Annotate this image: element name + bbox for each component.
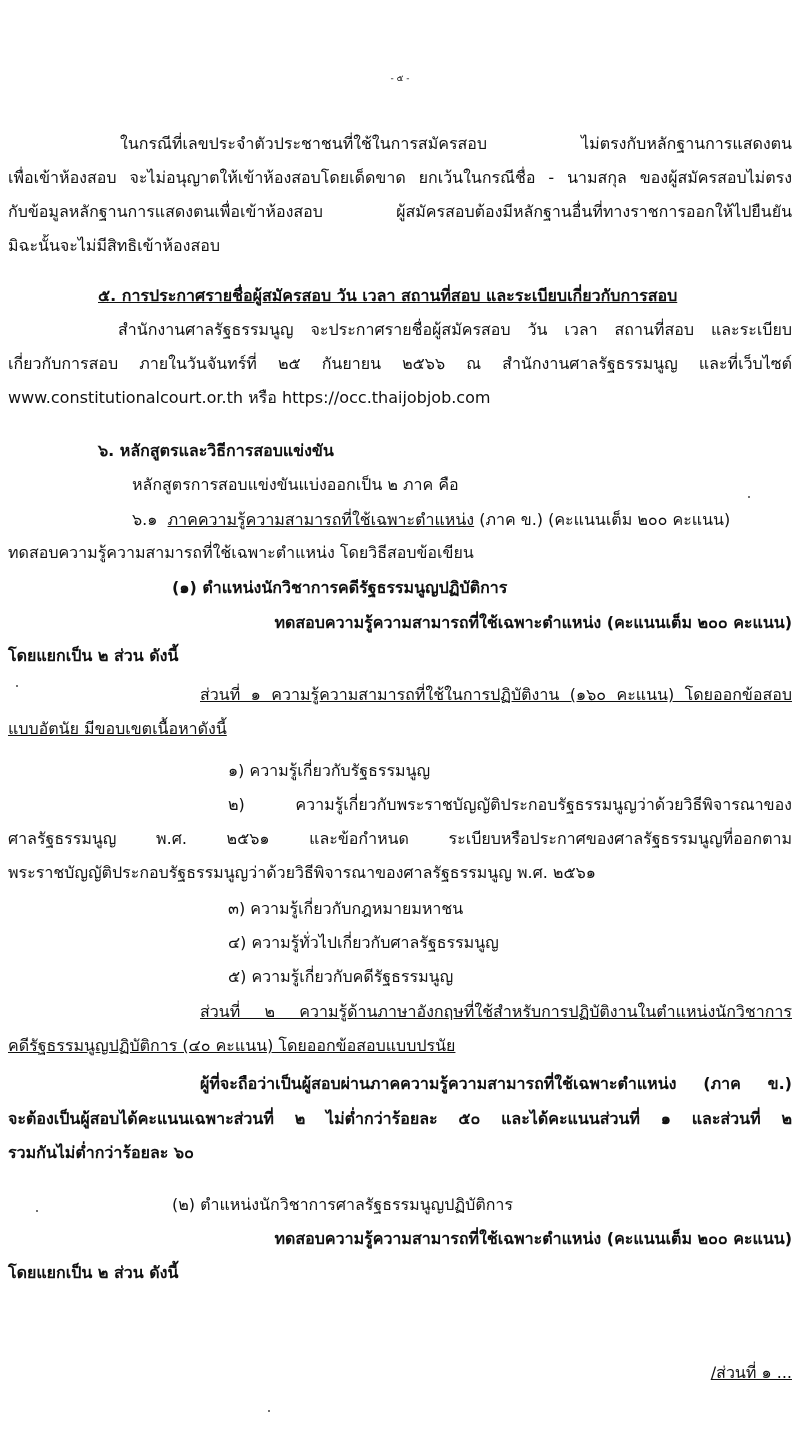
section-5-heading: ๕. การประกาศรายชื่อผู้สมัครสอบ วัน เวลา สถานที่สอบ และระเบียบเกี่ยวกับการสอบ <box>98 286 678 305</box>
position-1-pass-criteria-line-2: จะต้องเป็นผู้สอบได้คะแนนเฉพาะส่วนที่ ๒ ไม่ต่ำกว่าร้อยละ ๕๐ และได้คะแนนส่วนที่ ๑ และส่วนที่ ๒ <box>8 1109 792 1128</box>
position-1-part-2-line-2: คดีรัฐธรรมนูญปฏิบัติการ (๔๐ คะแนน) โดยออกข้อสอบแบบปรนัย <box>8 1036 456 1055</box>
scan-speck <box>268 1410 270 1412</box>
position-1-pass-criteria-line-3: รวมกันไม่ต่ำกว่าร้อยละ ๖๐ <box>8 1143 194 1162</box>
para-id-mismatch-line-2: เพื่อเข้าห้องสอบ จะไม่อนุญาตให้เข้าห้องสอบโดยเด็ดขาด ยกเว้นในกรณีชื่อ - นามสกุล ของผู้สมัครสอบไม่ตรง <box>8 168 793 187</box>
scan-speck <box>748 496 750 498</box>
position-2-split: โดยแยกเป็น ๒ ส่วน ดังนี้ <box>8 1263 179 1282</box>
scan-speck <box>36 1210 38 1212</box>
para-id-mismatch-line-1: ในกรณีที่เลขประจำตัวประชาชนที่ใช้ในการสมัครสอบ ไม่ตรงกับหลักฐานการแสดงตน <box>120 134 792 153</box>
position-1-item-1: ๑) ความรู้เกี่ยวกับรัฐธรรมนูญ <box>228 761 431 780</box>
continuation-note <box>600 1362 792 1384</box>
para-id-mismatch-line-4: มิฉะนั้นจะไม่มีสิทธิเข้าห้องสอบ <box>8 236 220 255</box>
page-number: - ๕ - <box>390 74 410 84</box>
section-6-intro: หลักสูตรการสอบแข่งขันแบ่งออกเป็น ๒ ภาค คือ <box>132 475 459 494</box>
position-2-test: ทดสอบความรู้ความสามารถที่ใช้เฉพาะตำแหน่ง (คะแนนเต็ม ๒๐๐ คะแนน) <box>274 1229 792 1248</box>
position-1-part-2-line-1: ส่วนที่ ๒ ความรู้ด้านภาษาอังกฤษที่ใช้สำหรับการปฏิบัติงานในตำแหน่งนักวิชาการ <box>200 1002 792 1021</box>
scan-speck <box>16 685 18 687</box>
position-1-item-2-line-2: ศาลรัฐธรรมนูญ พ.ศ. ๒๕๖๑ และข้อกำหนด ระเบียบหรือประกาศของศาลรัฐธรรมนูญที่ออกตาม <box>8 829 792 848</box>
position-1-part-1-line-2: แบบอัตนัย มีขอบเขตเนื้อหาดังนี้ <box>8 719 227 738</box>
position-1-split: โดยแยกเป็น ๒ ส่วน ดังนี้ <box>8 646 179 665</box>
position-1-item-4: ๔) ความรู้ทั่วไปเกี่ยวกับศาลรัฐธรรมนูญ <box>228 933 499 952</box>
section-5-websites: www.constitutionalcourt.or.th หรือ https://occ.thaijobjob.com <box>8 388 491 407</box>
section-6-1-line-1 <box>132 509 730 531</box>
section-5-line-1: สำนักงานศาลรัฐธรรมนูญ จะประกาศรายชื่อผู้สมัครสอบ วัน เวลา สถานที่สอบ และระเบียบ <box>118 320 792 339</box>
position-1-item-3: ๓) ความรู้เกี่ยวกับกฎหมายมหาชน <box>228 899 464 918</box>
continuation-text: /ส่วนที่ ๑ ... <box>710 1363 792 1382</box>
section-6-heading: ๖. หลักสูตรและวิธีการสอบแข่งขัน <box>98 441 334 460</box>
para-id-mismatch-line-3: กับข้อมูลหลักฐานการแสดงตนเพื่อเข้าห้องสอบ ผู้สมัครสอบต้องมีหลักฐานอื่นที่ทางราชการออกให้ไปยืนยัน <box>8 202 792 221</box>
position-1-test: ทดสอบความรู้ความสามารถที่ใช้เฉพาะตำแหน่ง (คะแนนเต็ม ๒๐๐ คะแนน) <box>274 613 792 632</box>
section-6-1-title: ภาคความรู้ความสามารถที่ใช้เฉพาะตำแหน่ง <box>167 510 475 529</box>
position-1-item-2-line-3: พระราชบัญญัติประกอบรัฐธรรมนูญว่าด้วยวิธีพิจารณาของศาลรัฐธรรมนูญ พ.ศ. ๒๕๖๑ <box>8 863 596 882</box>
section-5-line-2: เกี่ยวกับการสอบ ภายในวันจันทร์ที่ ๒๕ กันยายน ๒๕๖๖ ณ สำนักงานศาลรัฐธรรมนูญ และที่เว็บไซต์ <box>8 354 792 373</box>
section-6-1-line-2: ทดสอบความรู้ความสามารถที่ใช้เฉพาะตำแหน่ง โดยวิธีสอบข้อเขียน <box>8 543 474 562</box>
position-2-title: (๒) ตำแหน่งนักวิชาการศาลรัฐธรรมนูญปฏิบัติการ <box>172 1195 513 1214</box>
section-6-1-number: ๖.๑ <box>132 510 158 529</box>
section-6-1-score: (ภาค ข.) (คะแนนเต็ม ๒๐๐ คะแนน) <box>474 510 731 529</box>
position-1-item-2-line-1: ๒) ความรู้เกี่ยวกับพระราชบัญญัติประกอบรัฐธรรมนูญว่าด้วยวิธีพิจารณาของ <box>228 795 792 814</box>
position-1-item-5: ๕) ความรู้เกี่ยวกับคดีรัฐธรรมนูญ <box>228 967 454 986</box>
position-1-pass-criteria-line-1: ผู้ที่จะถือว่าเป็นผู้สอบผ่านภาคความรู้ความสามารถที่ใช้เฉพาะตำแหน่ง (ภาค ข.) <box>200 1074 792 1093</box>
position-1-part-1-line-1: ส่วนที่ ๑ ความรู้ความสามารถที่ใช้ในการปฏิบัติงาน (๑๖๐ คะแนน) โดยออกข้อสอบ <box>200 685 792 704</box>
position-1-title: (๑) ตำแหน่งนักวิชาการคดีรัฐธรรมนูญปฏิบัติการ <box>172 578 508 597</box>
